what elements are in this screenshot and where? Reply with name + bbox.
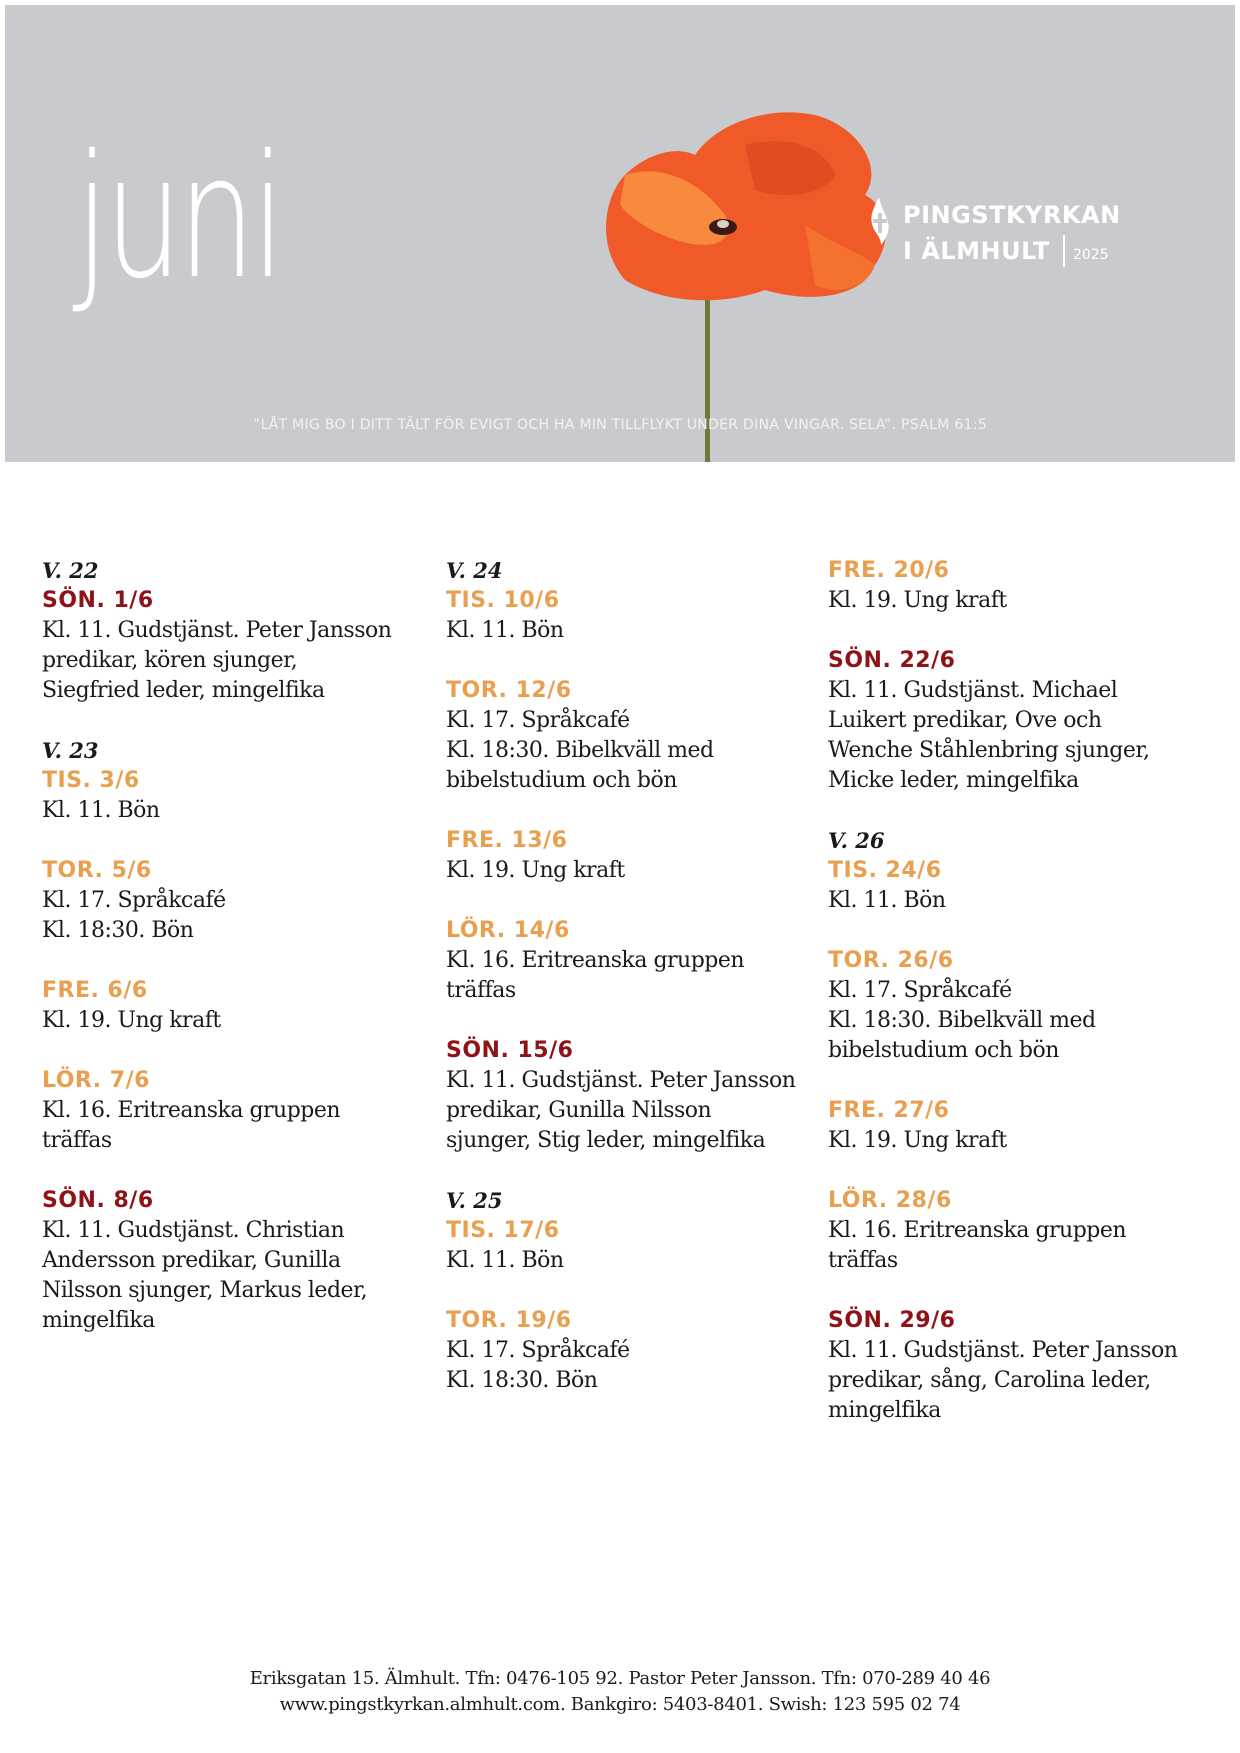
weekday-date-heading: FRE. 27/6 — [828, 1098, 950, 1123]
spacer — [446, 1156, 826, 1186]
poppy-flower-image — [565, 105, 1005, 462]
weekday-date-heading: TIS. 24/6 — [828, 858, 942, 883]
event-description-line: mingelfika — [42, 1308, 155, 1333]
event-description-line: Kl. 17. Språkcafé — [446, 708, 630, 733]
sunday-date-heading: SÖN. 15/6 — [446, 1038, 574, 1063]
sunday-date-heading: SÖN. 22/6 — [828, 648, 956, 673]
spacer — [446, 796, 826, 826]
spacer — [42, 946, 422, 976]
week-number: V. 25 — [446, 1188, 503, 1213]
spacer — [828, 916, 1208, 946]
event-description-line: träffas — [42, 1128, 112, 1153]
event-description-line: Kl. 11. Bön — [446, 618, 564, 643]
week-number: V. 22 — [42, 558, 99, 583]
footer-web-line: www.pingstkyrkan.almhult.com. Bankgiro: 5403-8401. Swish: 123 595 02 74 — [279, 1694, 961, 1715]
event-description-line: Kl. 17. Språkcafé — [42, 888, 226, 913]
weekday-date-heading: TIS. 3/6 — [42, 768, 140, 793]
weekday-date-heading: FRE. 6/6 — [42, 978, 148, 1003]
footer-contact — [0, 1666, 1240, 1718]
event-description-line: Kl. 19. Ung kraft — [828, 588, 1007, 613]
event-description-line: bibelstudium och bön — [828, 1038, 1059, 1063]
event-description-line: Kl. 16. Eritreanska gruppen — [446, 948, 745, 973]
spacer — [828, 1276, 1208, 1306]
event-description-line: Kl. 17. Språkcafé — [446, 1338, 630, 1363]
event-description-line: Kl. 11. Gudstjänst. Peter Jansson — [42, 618, 392, 643]
event-description-line: predikar, kören sjunger, — [42, 648, 298, 673]
spacer — [828, 796, 1208, 826]
spacer — [42, 1156, 422, 1186]
event-description-line: Kl. 18:30. Bön — [42, 918, 194, 943]
event-description-line: Kl. 19. Ung kraft — [446, 858, 625, 883]
event-description-line: träffas — [446, 978, 516, 1003]
month-title: juni — [75, 119, 281, 317]
weekday-date-heading: LÖR. 14/6 — [446, 918, 570, 943]
schedule-column-2 — [446, 556, 826, 1396]
event-description-line: predikar, sång, Carolina leder, — [828, 1368, 1151, 1393]
schedule-column-1 — [42, 556, 422, 1336]
event-description-line: träffas — [828, 1248, 898, 1273]
event-description-line: Kl. 17. Språkcafé — [828, 978, 1012, 1003]
spacer — [446, 1006, 826, 1036]
sunday-date-heading: SÖN. 8/6 — [42, 1188, 154, 1213]
bible-verse: ”LÅT MIG BO I DITT TÄLT FÖR EVIGT OCH HA MIN TILLFLYKT UNDER DINA VINGAR. SELA”. PSALM 61:5 — [253, 417, 987, 433]
schedule-column-3 — [828, 556, 1208, 1426]
flame-cross-icon — [865, 195, 899, 247]
spacer — [446, 1276, 826, 1306]
event-description-line: Kl. 11. Gudstjänst. Peter Jansson — [446, 1068, 796, 1093]
event-description-line: Wenche Ståhlenbring sjunger, — [828, 738, 1150, 763]
weekday-date-heading: LÖR. 7/6 — [42, 1068, 150, 1093]
spacer — [828, 1156, 1208, 1186]
header-banner — [5, 5, 1235, 462]
event-description-line: Kl. 11. Gudstjänst. Christian — [42, 1218, 345, 1243]
week-number: V. 23 — [42, 738, 99, 763]
weekday-date-heading: LÖR. 28/6 — [828, 1188, 952, 1213]
spacer — [446, 646, 826, 676]
event-description-line: mingelfika — [828, 1398, 941, 1423]
event-description-line: Kl. 11. Gudstjänst. Michael — [828, 678, 1118, 703]
event-description-line: Kl. 11. Bön — [828, 888, 946, 913]
weekday-date-heading: TOR. 19/6 — [446, 1308, 572, 1333]
event-description-line: predikar, Gunilla Nilsson — [446, 1098, 712, 1123]
logo-divider — [1063, 235, 1065, 267]
sunday-date-heading: SÖN. 1/6 — [42, 588, 154, 613]
spacer — [42, 826, 422, 856]
event-description-line: Kl. 19. Ung kraft — [42, 1008, 221, 1033]
event-description-line: Kl. 19. Ung kraft — [828, 1128, 1007, 1153]
event-description-line: Micke leder, mingelfika — [828, 768, 1079, 793]
event-description-line: Nilsson sjunger, Markus leder, — [42, 1278, 368, 1303]
spacer — [42, 1036, 422, 1066]
event-description-line: Kl. 11. Bön — [446, 1248, 564, 1273]
event-description-line: Kl. 18:30. Bibelkväll med — [828, 1008, 1096, 1033]
event-description-line: Siegfried leder, mingelfika — [42, 678, 325, 703]
spacer — [828, 1066, 1208, 1096]
event-description-line: Kl. 18:30. Bibelkväll med — [446, 738, 714, 763]
spacer — [828, 616, 1208, 646]
event-description-line: sjunger, Stig leder, mingelfika — [446, 1128, 766, 1153]
event-description-line: Kl. 11. Bön — [42, 798, 160, 823]
weekday-date-heading: TOR. 26/6 — [828, 948, 954, 973]
event-description-line: bibelstudium och bön — [446, 768, 677, 793]
event-description-line: Kl. 18:30. Bön — [446, 1368, 598, 1393]
logo-name-line2: I ÄLMHULT — [903, 237, 1050, 265]
week-number: V. 24 — [446, 558, 503, 583]
weekday-date-heading: TIS. 17/6 — [446, 1218, 560, 1243]
weekday-date-heading: TOR. 12/6 — [446, 678, 572, 703]
event-description-line: Luikert predikar, Ove och — [828, 708, 1102, 733]
event-description-line: Kl. 11. Gudstjänst. Peter Jansson — [828, 1338, 1178, 1363]
spacer — [446, 886, 826, 916]
logo-year: 2025 — [1073, 247, 1109, 263]
event-description-line: Kl. 16. Eritreanska gruppen — [828, 1218, 1127, 1243]
footer-address-line: Eriksgatan 15. Älmhult. Tfn: 0476-105 92. Pastor Peter Jansson. Tfn: 070-289 40 46 — [249, 1668, 991, 1689]
logo-name-line1: PINGSTKYRKAN — [903, 201, 1121, 229]
week-number: V. 26 — [828, 828, 885, 853]
weekday-date-heading: TOR. 5/6 — [42, 858, 152, 883]
event-description-line: Kl. 16. Eritreanska gruppen — [42, 1098, 341, 1123]
event-description-line: Andersson predikar, Gunilla — [42, 1248, 341, 1273]
weekday-date-heading: FRE. 20/6 — [828, 558, 950, 583]
spacer — [42, 706, 422, 736]
weekday-date-heading: TIS. 10/6 — [446, 588, 560, 613]
sunday-date-heading: SÖN. 29/6 — [828, 1308, 956, 1333]
weekday-date-heading: FRE. 13/6 — [446, 828, 568, 853]
